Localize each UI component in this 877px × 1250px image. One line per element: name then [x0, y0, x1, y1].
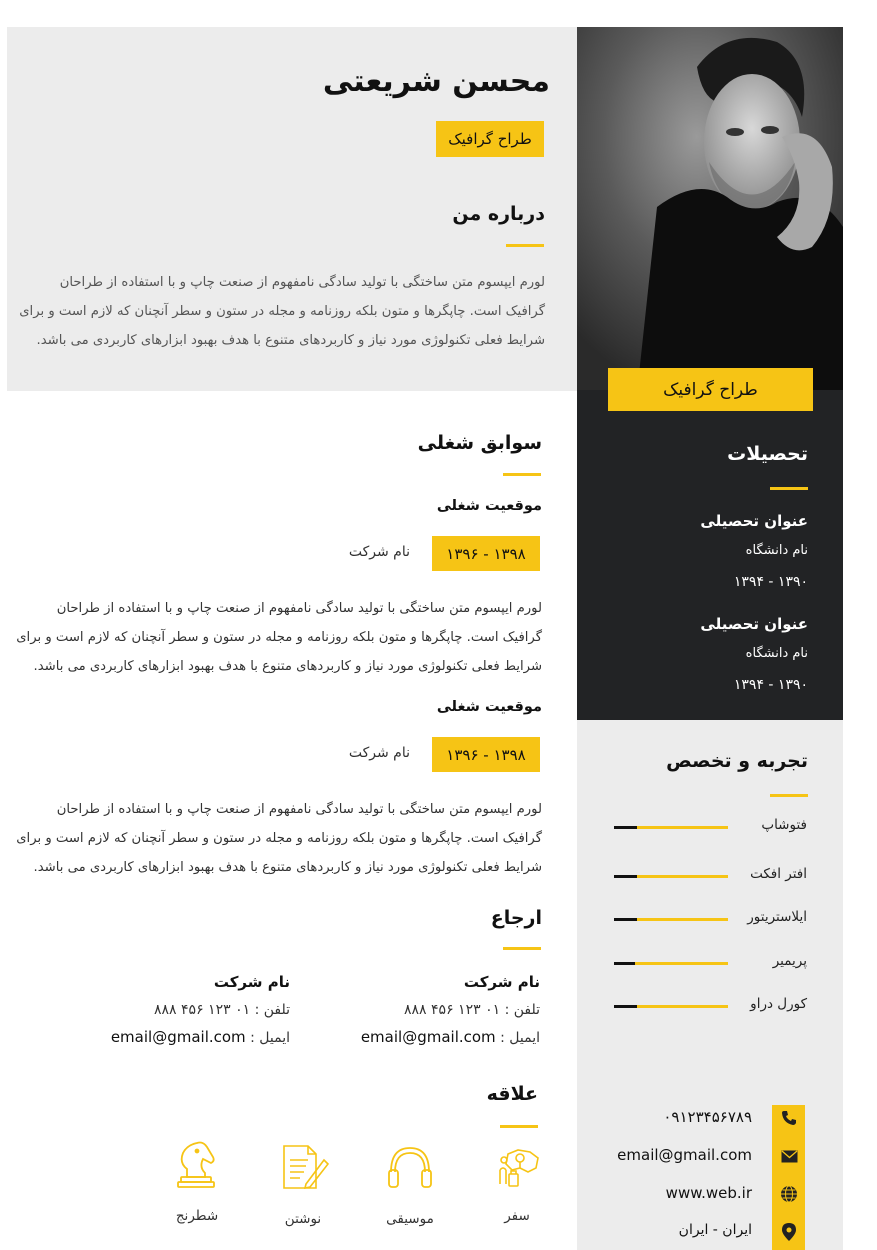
- reference-phone: [340, 1002, 540, 1018]
- phone-label: تلفن :: [254, 1002, 290, 1018]
- skill-bar-fill: [637, 918, 728, 921]
- job-description: [8, 795, 542, 882]
- about-line: گرافیک است. چاپگرها و متون بلکه روزنامه و مجله در ستون و سطر آنچنان که لازم است و برای: [19, 304, 545, 319]
- writing-icon: [276, 1140, 330, 1198]
- reference-company: نام شرکت: [213, 973, 290, 991]
- skill-label: فتوشاپ: [761, 817, 807, 833]
- job-description-line: شرایط فعلی تکنولوژی مورد نیاز و کاربردهای متنوع با هدف بهبود ابزارهای کاربردی می باشد.: [33, 659, 542, 674]
- about-line: شرایط فعلی تکنولوژی مورد نیاز و کاربردهای متنوع با هدف بهبود ابزارهای کاربردی می باشد.: [36, 333, 545, 348]
- about-text: [15, 268, 545, 355]
- education-years: ۱۳۹۰ - ۱۳۹۴: [733, 677, 808, 693]
- interest-travel-label: سفر: [504, 1208, 530, 1224]
- education-degree: عنوان تحصیلی: [700, 615, 808, 633]
- job-position: موقعیت شغلی: [436, 699, 542, 715]
- travel-icon: [490, 1140, 544, 1198]
- references-title: ارجاع: [490, 907, 542, 929]
- job-title-badge: طراح گرافیک: [436, 121, 544, 157]
- skills-title: تجربه و تخصص: [666, 750, 808, 772]
- skill-bar-fill: [637, 826, 728, 829]
- skill-bar-remainder: [614, 962, 635, 965]
- job-years-badge: ۱۳۹۸ - ۱۳۹۶: [432, 737, 540, 772]
- skill-bar-remainder: [614, 918, 637, 921]
- job-position: موقعیت شغلی: [436, 498, 542, 514]
- portrait-illustration: [577, 27, 843, 393]
- education-title: تحصیلات: [727, 443, 808, 465]
- skill-label: کورل دراو: [750, 996, 807, 1012]
- job-description-line: لورم ایپسوم متن ساختگی با تولید سادگی نامفهوم از صنعت چاپ و با استفاده از طراحان: [56, 601, 542, 616]
- experience-title: سوابق شغلی: [417, 432, 542, 454]
- email-label: ایمیل :: [500, 1030, 540, 1046]
- skill-bar-fill: [635, 962, 728, 965]
- mail-icon: [779, 1146, 799, 1166]
- skill-bar-remainder: [614, 875, 637, 878]
- interest-chess-label: شطرنج: [175, 1208, 219, 1224]
- phone-icon: [779, 1108, 799, 1128]
- interests-title: علاقه: [486, 1083, 538, 1105]
- contact-email: email@gmail.com: [617, 1146, 752, 1164]
- skill-bar-fill: [637, 1005, 728, 1008]
- references-underline: [503, 947, 541, 950]
- interests-underline: [500, 1125, 538, 1128]
- contact-website: www.web.ir: [665, 1184, 752, 1202]
- email-value: email@gmail.com: [110, 1028, 246, 1046]
- skill-bar-fill: [637, 875, 728, 878]
- email-value: email@gmail.com: [360, 1028, 496, 1046]
- contact-phone: ۰۹۱۲۳۴۵۶۷۸۹: [663, 1108, 752, 1126]
- education-university: نام دانشگاه: [745, 646, 808, 661]
- phone-value: ۰۱ ۱۲۳ ۴۵۶ ۸۸۸: [154, 1002, 251, 1018]
- phone-label: تلفن :: [504, 1002, 540, 1018]
- profile-photo: [577, 27, 843, 393]
- reference-phone: [90, 1002, 290, 1018]
- person-name: محسن شریعتی: [322, 64, 550, 99]
- education-university: نام دانشگاه: [745, 543, 808, 558]
- phone-value: ۰۱ ۱۲۳ ۴۵۶ ۸۸۸: [404, 1002, 501, 1018]
- skill-label: پریمیر: [772, 953, 807, 969]
- about-line: لورم ایپسوم متن ساختگی با تولید سادگی نامفهوم از صنعت چاپ و با استفاده از طراحان: [59, 275, 545, 290]
- skill-bar-remainder: [614, 826, 637, 829]
- skill-label: افتر افکت: [750, 866, 807, 882]
- job-company: نام شرکت: [348, 544, 410, 560]
- education-years: ۱۳۹۰ - ۱۳۹۴: [733, 574, 808, 590]
- about-underline: [506, 244, 544, 247]
- skill-label: ایلاستریتور: [747, 909, 807, 925]
- location-pin-icon: [779, 1222, 799, 1242]
- globe-icon: [779, 1184, 799, 1204]
- chess-knight-icon: [169, 1137, 223, 1195]
- education-underline: [770, 487, 808, 490]
- about-title: درباره من: [452, 203, 545, 225]
- job-description-line: لورم ایپسوم متن ساختگی با تولید سادگی نامفهوم از صنعت چاپ و با استفاده از طراحان: [56, 802, 542, 817]
- experience-underline: [503, 473, 541, 476]
- interest-music-label: موسیقی: [386, 1211, 434, 1227]
- email-label: ایمیل :: [250, 1030, 290, 1046]
- job-company: نام شرکت: [348, 745, 410, 761]
- job-years-badge: ۱۳۹۸ - ۱۳۹۶: [432, 536, 540, 571]
- reference-company: نام شرکت: [463, 973, 540, 991]
- job-description-line: گرافیک است. چاپگرها و متون بلکه روزنامه و مجله در ستون و سطر آنچنان که لازم است و برای: [16, 630, 542, 645]
- skills-underline: [770, 794, 808, 797]
- skill-bar-remainder: [614, 1005, 637, 1008]
- reference-email: [340, 1028, 540, 1046]
- job-description-line: شرایط فعلی تکنولوژی مورد نیاز و کاربردهای متنوع با هدف بهبود ابزارهای کاربردی می باشد.: [33, 860, 542, 875]
- headphones-icon: [383, 1140, 437, 1198]
- sidebar-job-badge: طراح گرافیک: [608, 368, 813, 411]
- job-description: [8, 594, 542, 681]
- reference-email: [90, 1028, 290, 1046]
- contact-location: ایران - ایران: [678, 1222, 752, 1238]
- job-description-line: گرافیک است. چاپگرها و متون بلکه روزنامه و مجله در ستون و سطر آنچنان که لازم است و برای: [16, 831, 542, 846]
- education-degree: عنوان تحصیلی: [700, 512, 808, 530]
- interest-writing-label: نوشتن: [284, 1211, 322, 1227]
